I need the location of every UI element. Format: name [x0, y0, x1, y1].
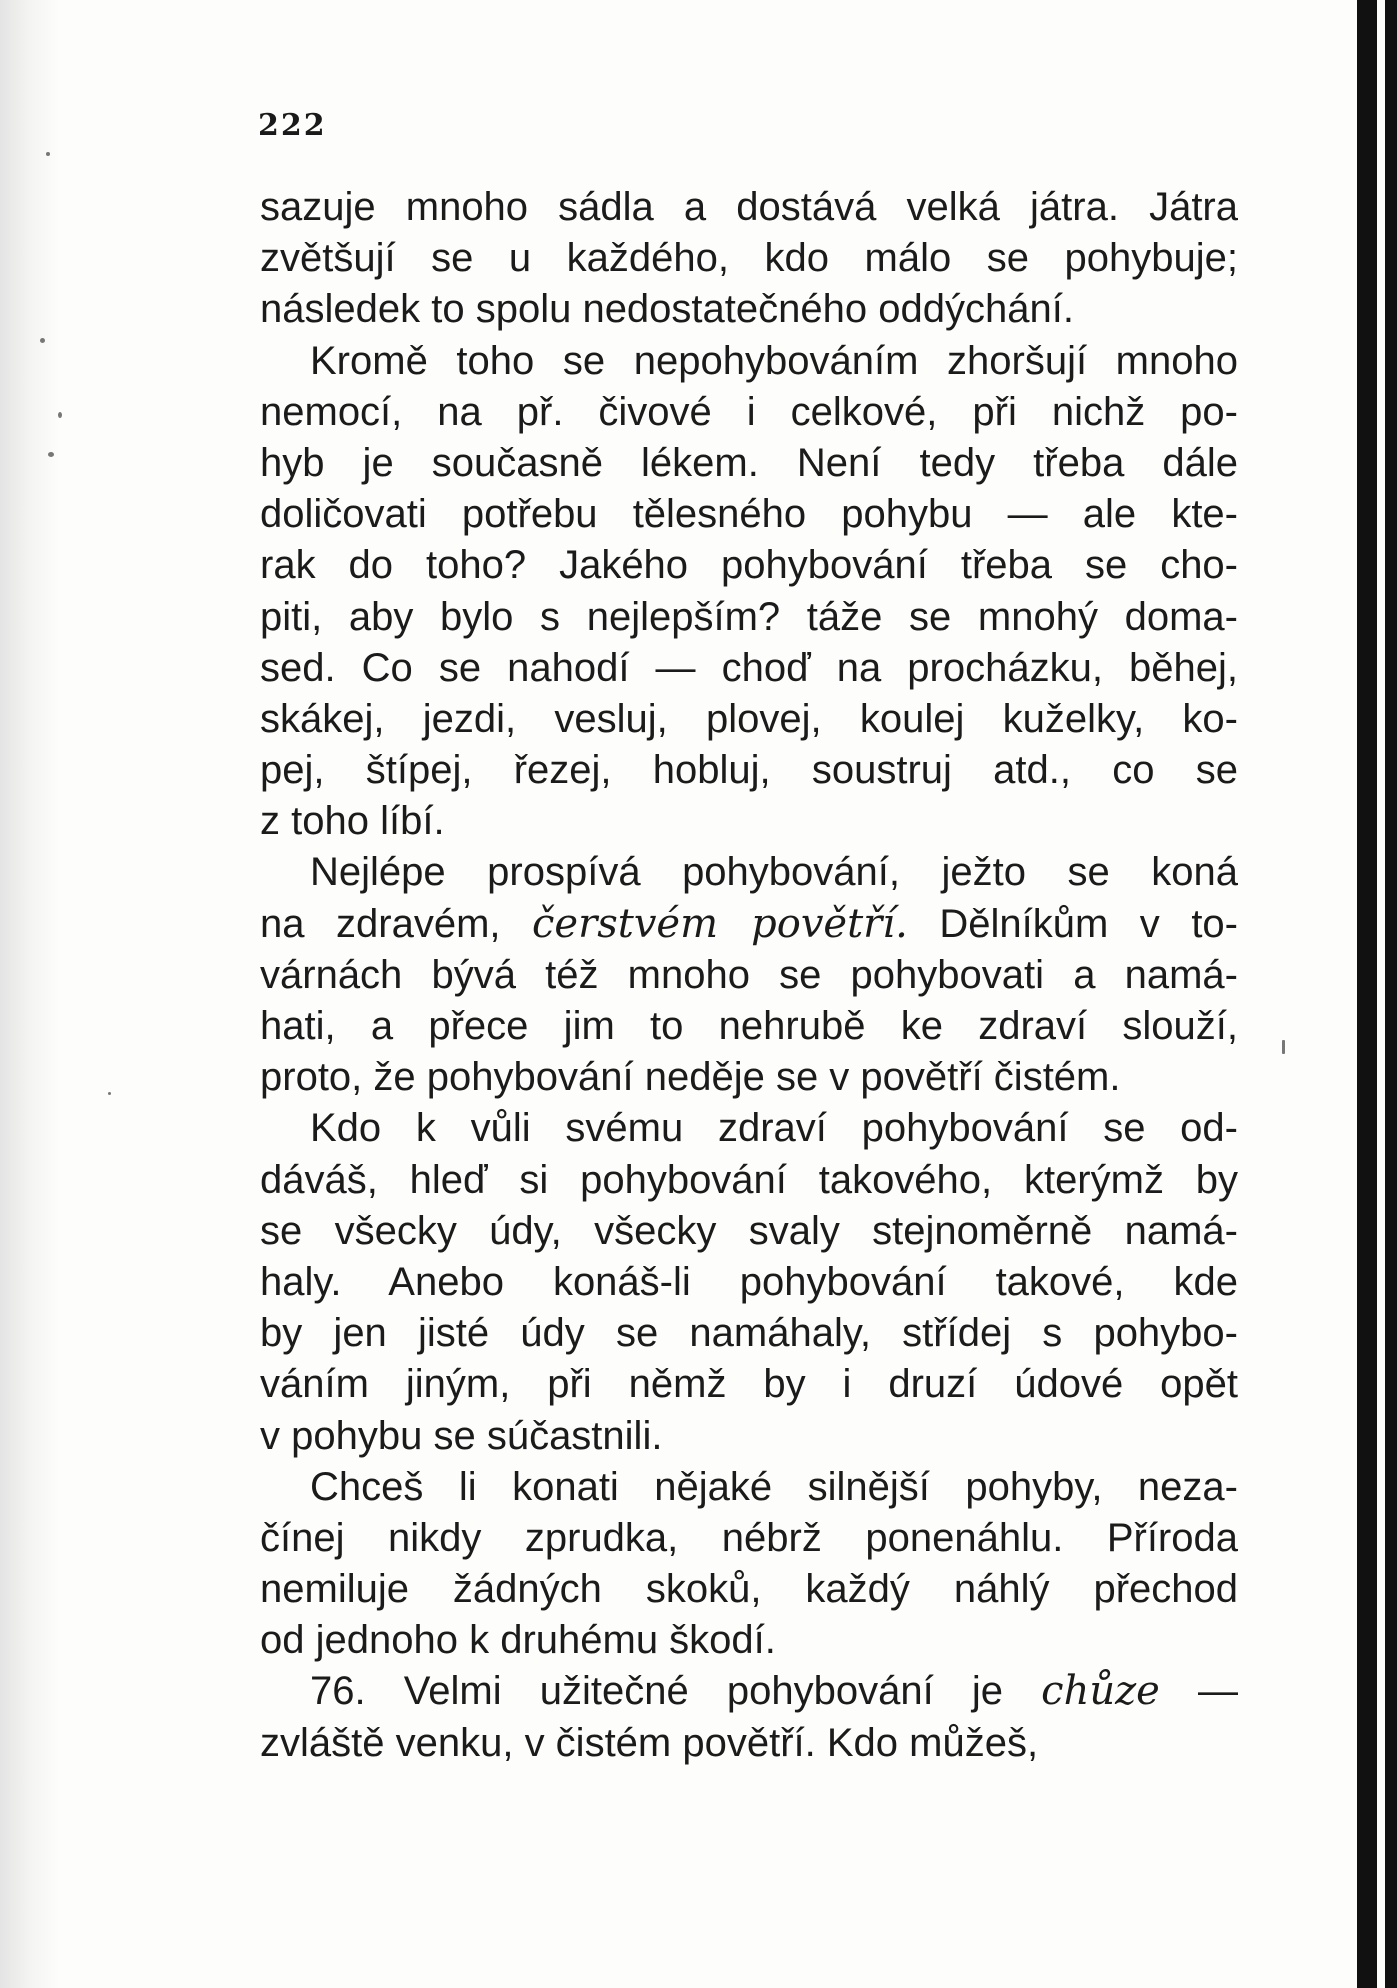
text-line: 76. Velmi užitečné pohybování je chůze — — [310, 1668, 1239, 1715]
text-line: na zdravém, čerstvém povětří. Dělníkům v to- — [260, 900, 1238, 947]
text-line: by jen jisté údy se namáhaly, střídej s pohybo- — [260, 1311, 1238, 1356]
text-line: váním jiným, při němž by i druzí údové opět — [260, 1362, 1238, 1407]
text-line: nemiluje žádných skoků, každý náhlý přechod — [260, 1567, 1238, 1612]
text-line: nemocí, na př. čivové i celkové, při nichž po- — [260, 389, 1238, 434]
text-line: Kdo k vůli svému zdraví pohybování se od- — [310, 1106, 1238, 1151]
emphasis-text: chůze — [1041, 1668, 1160, 1715]
scan-speck — [108, 1092, 111, 1095]
text-line: čínej nikdy zprudka, nébrž ponenáhlu. Příroda — [260, 1515, 1238, 1560]
text-line: se všecky údy, všecky svaly stejnoměrně namá- — [260, 1208, 1238, 1253]
text-line: hati, a přece jim to nehrubě ke zdraví slouží, — [260, 1004, 1238, 1048]
text-line: v pohybu se súčastnili. — [260, 1413, 663, 1458]
text-line: sazuje mnoho sádla a dostává velká játra. Játra — [260, 185, 1238, 229]
text-line: doličovati potřebu tělesného pohybu — ale kte- — [260, 492, 1238, 537]
scan-speck — [46, 152, 50, 156]
scan-speck — [48, 452, 54, 457]
page-number: 222 — [258, 108, 327, 143]
text-line: skákej, jezdi, vesluj, plovej, koulej kuželky, ko- — [260, 696, 1238, 741]
page-edge-border — [1357, 0, 1397, 1988]
body-text — [260, 182, 1238, 1769]
page-gutter-shadow — [0, 0, 60, 1988]
scan-speck — [1282, 1040, 1285, 1054]
text-line: haly. Anebo konáš-li pohybování takové, kde — [260, 1259, 1238, 1304]
text-line: piti, aby bylo s nejlepším? táže se mnohý doma- — [260, 594, 1238, 639]
text-line: proto, že pohybování neděje se v povětří čistém. — [260, 1055, 1121, 1100]
text-line: Kromě toho se nepohybováním zhoršují mnoho — [310, 338, 1238, 383]
text-line: od jednoho k druhému škodí. — [260, 1618, 776, 1663]
text-line: zvláště venku, v čistém povětří. Kdo můžeš, — [260, 1720, 1039, 1765]
text-line: následek to spolu nedostatečného oddýchání. — [260, 287, 1074, 332]
text-line: zvětšují se u každého, kdo málo se pohybuje; — [260, 236, 1238, 281]
text-line: Chceš li konati nějaké silnější pohyby, neza- — [310, 1464, 1238, 1509]
text-line: hyb je současně lékem. Není tedy třeba dále — [260, 440, 1238, 485]
emphasis-text: čerstvém povětří. — [532, 900, 908, 947]
text-line: rak do toho? Jakého pohybování třeba se cho- — [260, 543, 1238, 588]
text-line: Nejlépe prospívá pohybování, ježto se koná — [310, 850, 1238, 895]
text-line: sed. Co se nahodí — choď na procházku, běhej, — [260, 645, 1238, 690]
text-line: pej, štípej, řezej, hobluj, soustruj atd., co se — [260, 748, 1238, 793]
scan-speck — [40, 338, 45, 343]
scan-speck — [58, 412, 62, 418]
text-line: várnách bývá též mnoho se pohybovati a namá- — [260, 952, 1238, 997]
text-line: z toho líbí. — [260, 799, 445, 844]
text-line: dáváš, hleď si pohybování takového, kterýmž by — [260, 1157, 1238, 1202]
